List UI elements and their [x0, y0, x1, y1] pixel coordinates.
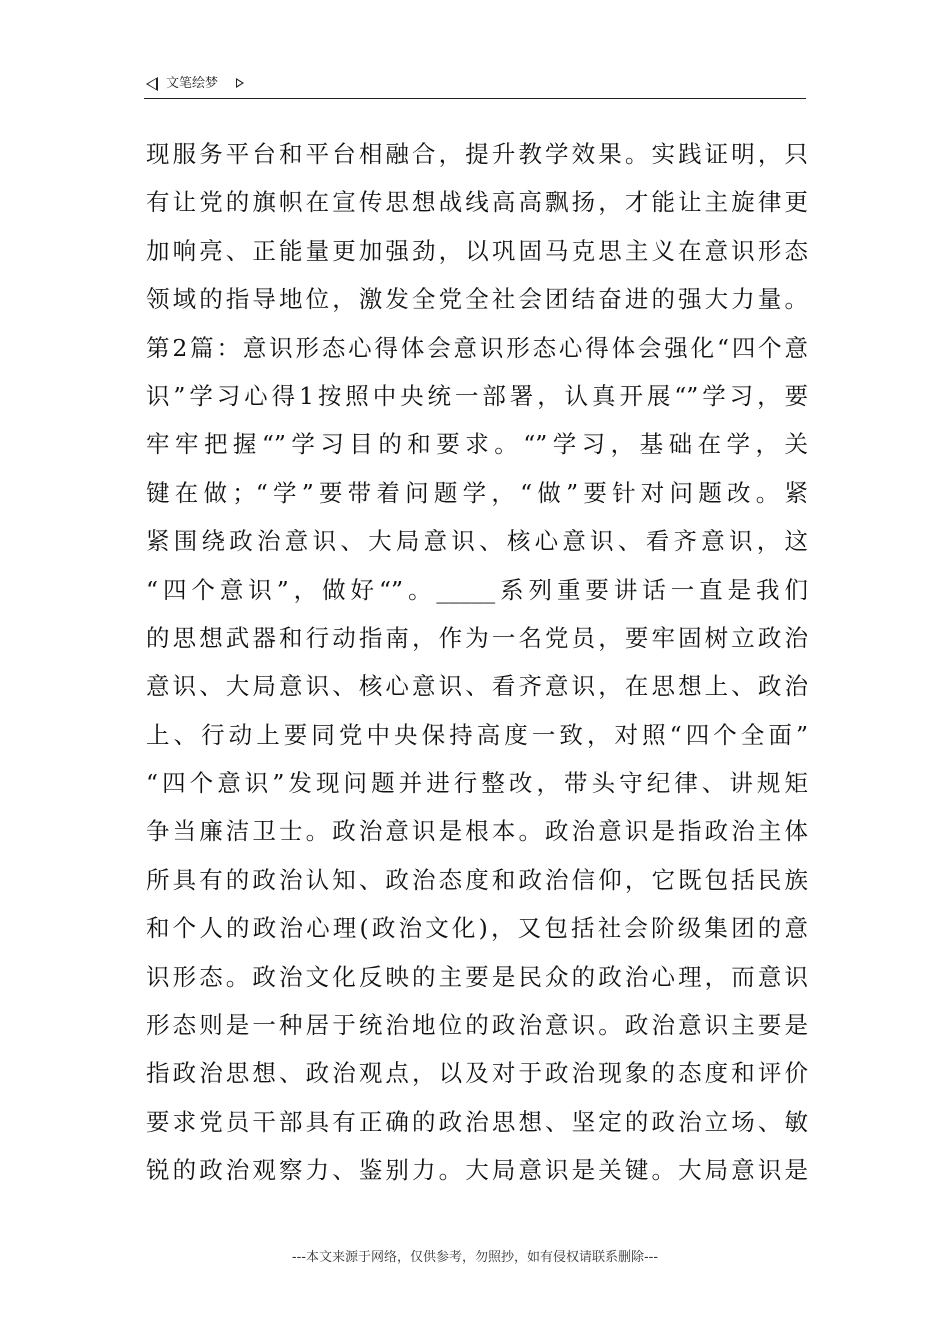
- text-line: 和个人的政治心理(政治文化)，又包括社会阶级集团的意: [146, 914, 808, 943]
- text-line: 锐的政治观察力、鉴别力。大局意识是关键。大局意识是: [146, 1156, 808, 1185]
- text-line: 识形态。政治文化反映的主要是民众的政治心理，而意识: [146, 962, 808, 991]
- text-line: 现服务平台和平台相融合，提升教学效果。实践证明，只: [146, 140, 808, 168]
- text-line: 紧围绕政治意识、大局意识、核心意识、看齐意识，这: [146, 527, 808, 556]
- text-line: “四个意识”，做好“”。_____系列重要讲话一直是我们: [146, 575, 808, 604]
- text-line: 要求党员干部具有正确的政治思想、坚定的政治立场、敏: [146, 1107, 808, 1136]
- document-body: [146, 130, 808, 1195]
- page-header: [144, 74, 806, 99]
- text-line: 第2篇：意识形态心得体会意识形态心得体会强化“四个意: [146, 333, 808, 362]
- text-line: 上、行动上要同党中央保持高度一致，对照“四个全面”: [146, 720, 808, 749]
- text-line: 争当廉洁卫士。政治意识是根本。政治意识是指政治主体: [146, 817, 808, 846]
- text-line: 意识、大局意识、核心意识、看齐意识，在思想上、政治: [146, 672, 808, 701]
- text-line: 的思想武器和行动指南，作为一名党员，要牢固树立政治: [146, 623, 808, 652]
- text-line: 所具有的政治认知、政治态度和政治信仰，它既包括民族: [146, 865, 808, 894]
- text-line: 形态则是一种居于统治地位的政治意识。政治意识主要是: [146, 1011, 808, 1040]
- page-footer: ---本文来源于网络，仅供参考，勿照抄，如有侵权请联系删除---: [291, 1250, 659, 1265]
- text-line: 识”学习心得1按照中央统一部署，认真开展“”学习，要: [146, 381, 808, 410]
- text-line: 牢牢把握“”学习目的和要求。“”学习，基础在学，关: [146, 430, 808, 459]
- text-line: 指政治思想、政治观点，以及对于政治现象的态度和评价: [146, 1059, 808, 1088]
- text-line: 键在做；“学”要带着问题学，“做”要针对问题改。紧: [146, 478, 808, 507]
- text-line: 领域的指导地位，激发全党全社会团结奋进的强大力量。: [146, 285, 808, 314]
- triangle-right-icon: [236, 78, 244, 88]
- text-line: “四个意识”发现问题并进行整改，带头守纪律、讲规矩: [146, 769, 808, 798]
- header-brand: 文笔绘梦: [166, 76, 219, 91]
- text-line: 加响亮、正能量更加强劲，以巩固马克思主义在意识形态: [146, 236, 808, 265]
- text-line: 有让党的旗帜在宣传思想战线高高飘扬，才能让主旋律更: [146, 188, 808, 217]
- triangle-left-icon: [146, 77, 158, 91]
